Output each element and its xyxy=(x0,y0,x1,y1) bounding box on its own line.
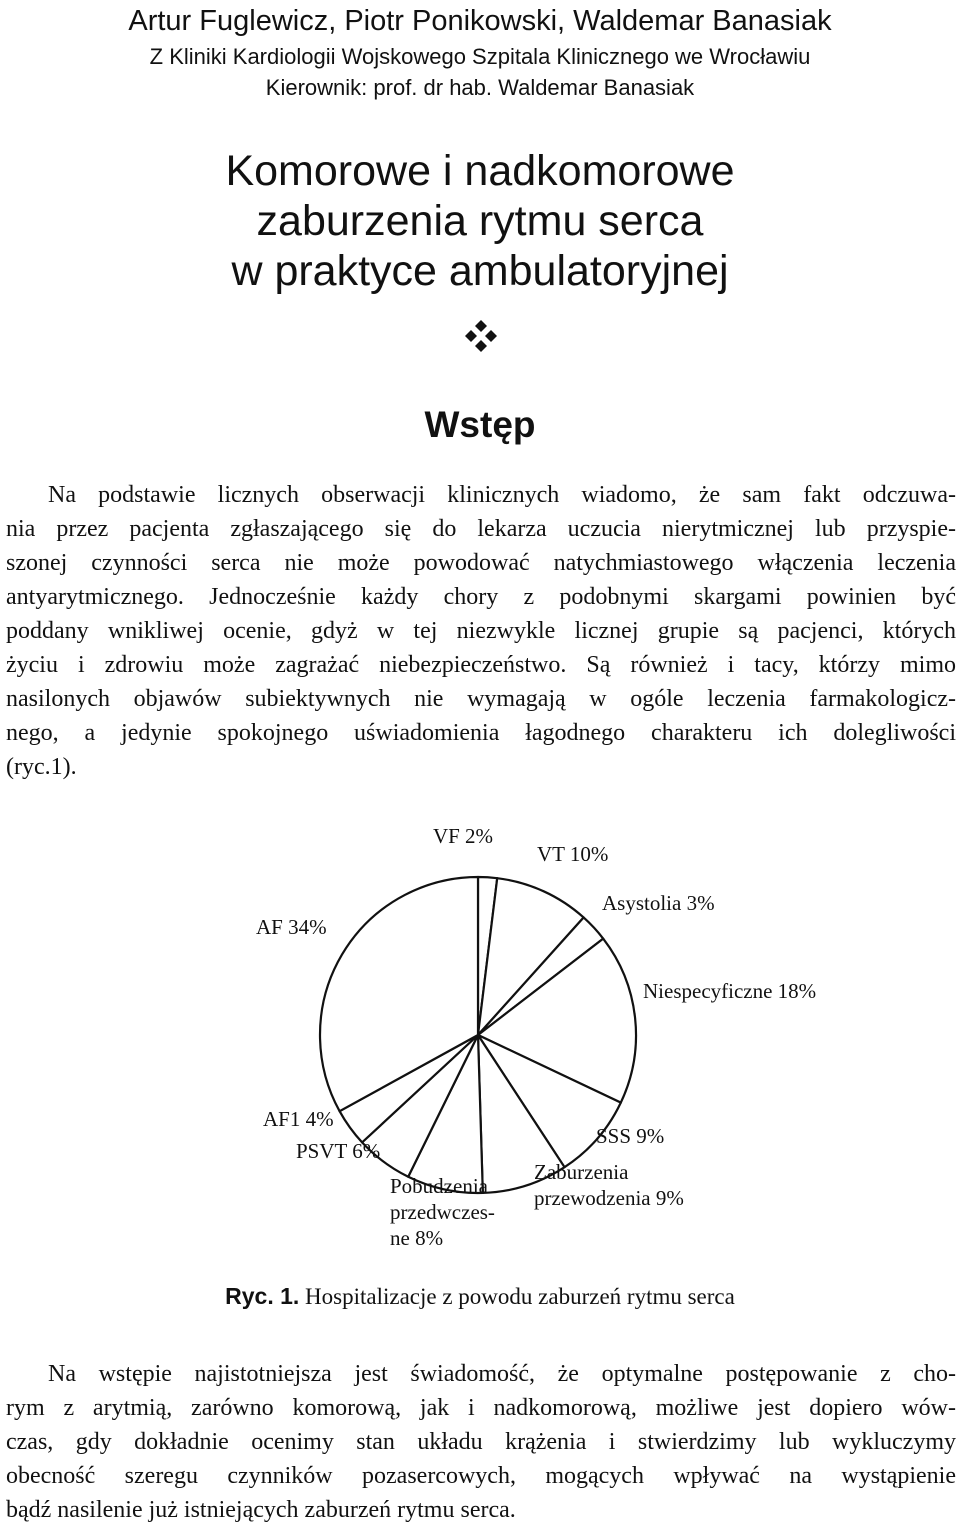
paragraph-line: (ryc.1). xyxy=(6,754,77,780)
title-line: Komorowe i nadkomorowe xyxy=(225,147,735,195)
pie-slice-label: Niespecyficzne 18% xyxy=(643,979,817,1003)
figure-caption xyxy=(0,1280,960,1313)
paragraph-line: nia przez pacjenta zgłaszającego się do lekarza uczucia nierytmicznej lub przyspie- xyxy=(6,516,956,542)
pie-slice-label: Zaburzenia przewodzenia 9% xyxy=(534,1160,684,1210)
second-paragraph xyxy=(6,1357,956,1527)
paragraph-line: obecność szeregu czynników pozasercowych, mogących wpływać na wystąpienie xyxy=(6,1463,956,1489)
four-diamond-ornament-icon xyxy=(463,318,499,354)
paragraph-line: życiu i zdrowiu może zagrażać niebezpieczeństwo. Są również i tacy, którzy mimo xyxy=(6,652,956,678)
paper-title xyxy=(0,146,960,296)
paragraph-line: Na wstępie najistotniejsza jest świadomość, że optymalne postępowanie z cho- xyxy=(48,1361,956,1387)
paragraph-line: Na podstawie licznych obserwacji klinicznych wiadomo, że sam fakt odczuwa- xyxy=(48,482,956,508)
pie-slice-label: AF1 4% xyxy=(263,1107,334,1131)
authors-line: Artur Fuglewicz, Piotr Ponikowski, Waldemar Banasiak xyxy=(128,5,832,37)
pie-slice-label: PSVT 6% xyxy=(296,1139,381,1163)
pie-chart xyxy=(220,815,860,1255)
paragraph-line: czas, gdy dokładnie ocenimy stan układu krążenia i stwierdzimy lub wykluczymy xyxy=(6,1429,956,1455)
paragraph-line: szonej czynności serca nie może powodować natychmiastowego włączenia leczenia xyxy=(6,550,956,576)
figure-caption-text: Hospitalizacje z powodu zaburzeń rytmu serca xyxy=(299,1284,735,1309)
title-line: zaburzenia rytmu serca xyxy=(256,197,704,245)
pie-slice-label: Pobudzenia przedwczes-ne 8% xyxy=(390,1174,495,1250)
pie-slice-label: VT 10% xyxy=(537,842,609,866)
paragraph-line: bądź nasilenie już istniejących zaburzeń rytmu serca. xyxy=(6,1497,516,1523)
paragraph-line: poddany wnikliwej ocenie, gdyż w tej niezwykle licznej grupie są pacjenci, których xyxy=(6,618,956,644)
section-heading: Wstęp xyxy=(424,404,536,445)
paragraph-line: rym z arytmią, zarówno komorową, jak i nadkomorową, możliwe jest dopiero wów- xyxy=(6,1395,956,1421)
pie-slice-label: Asystolia 3% xyxy=(602,891,715,915)
pie-slice-label: VF 2% xyxy=(432,824,494,848)
title-line: w praktyce ambulatoryjnej xyxy=(231,247,729,295)
intro-paragraph xyxy=(6,478,956,784)
pie-slice-label: AF 34% xyxy=(256,915,327,939)
pie-slice-label: SSS 9% xyxy=(596,1124,665,1148)
paragraph-line: nasilonych objawów subiektywnych nie wymagają w ogóle leczenia farmakologicz- xyxy=(6,686,956,712)
paragraph-line: antyarytmicznego. Jednocześnie każdy chory z podobnymi skargami powinien być xyxy=(6,584,956,610)
figure-number: Ryc. 1. xyxy=(225,1283,300,1309)
paragraph-line: nego, a jedynie spokojnego uświadomienia łagodnego charakteru ich dolegliwości xyxy=(6,720,956,746)
affiliation-line: Z Kliniki Kardiologii Wojskowego Szpitala Klinicznego we Wrocławiu xyxy=(149,44,811,69)
head-of-clinic-line: Kierownik: prof. dr hab. Waldemar Banasiak xyxy=(265,75,695,100)
